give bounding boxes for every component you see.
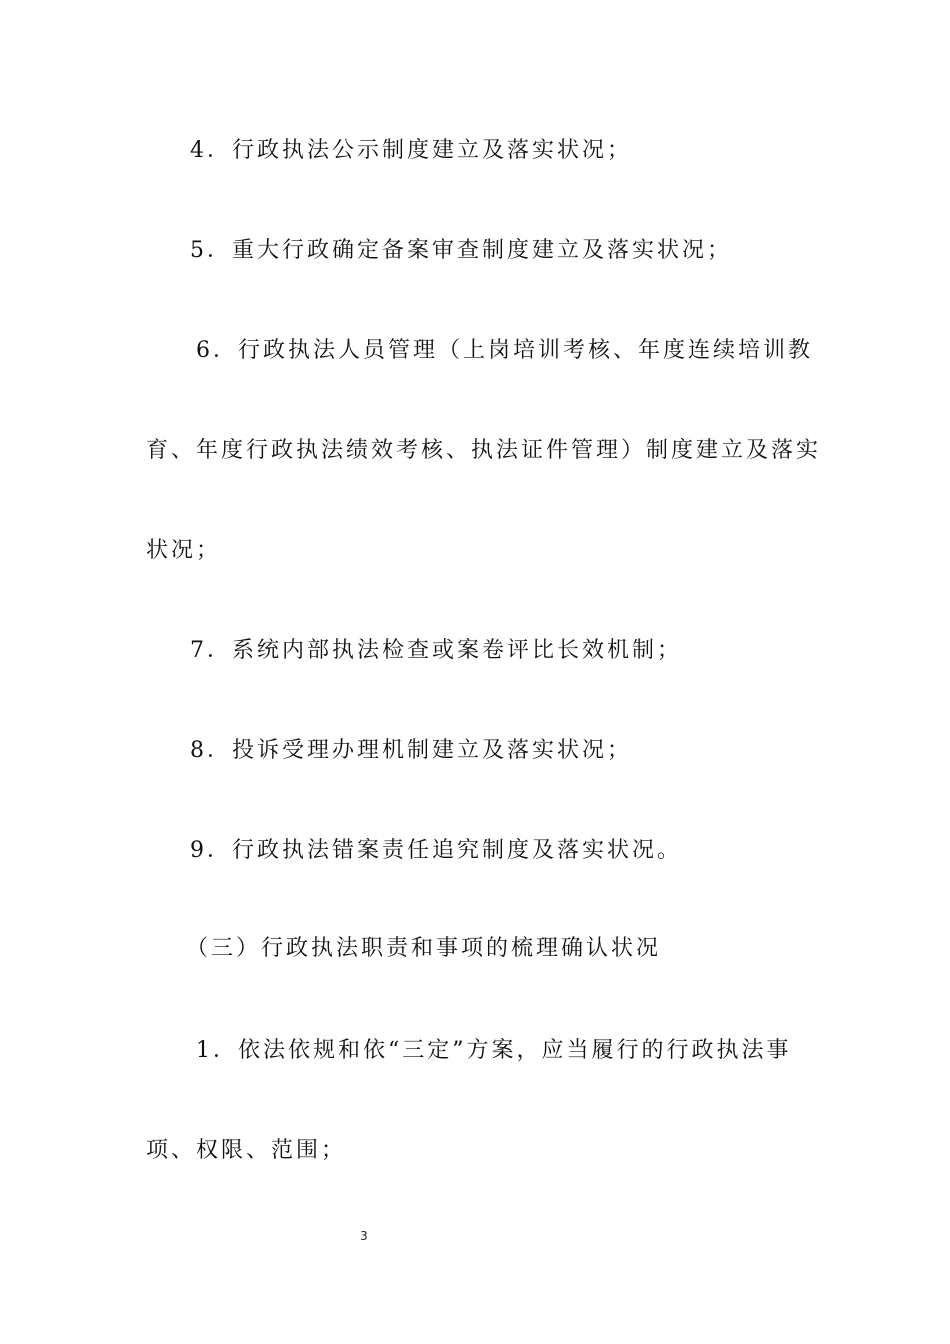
text-line-item-4: 4．行政执法公示制度建立及落实状况； <box>190 138 632 163</box>
text-line-subitem-1: 1．依法依规和依“三定”方案，应当履行的行政执法事 <box>196 1038 792 1063</box>
text-line-subitem-1-cont: 项、权限、范围； <box>146 1138 347 1163</box>
text-line-item-6-cont-2: 状况； <box>146 538 222 563</box>
section-heading-3: （三）行政执法职责和事项的梳理确认状况 <box>186 936 662 961</box>
text-line-item-9: 9．行政执法错案责任追究制度及落实状况。 <box>190 838 682 863</box>
text-line-item-6-cont-1: 育、年度行政执法绩效考核、执法证件管理）制度建立及落实 <box>146 438 822 463</box>
text-line-item-7: 7．系统内部执法检查或案卷评比长效机制； <box>190 638 682 663</box>
page-number: 3 <box>360 1229 368 1243</box>
text-line-item-6: 6．行政执法人员管理（上岗培训考核、年度连续培训教 <box>196 338 813 363</box>
text-line-item-8: 8．投诉受理办理机制建立及落实状况； <box>190 738 632 763</box>
text-line-item-5: 5．重大行政确定备案审查制度建立及落实状况； <box>190 238 732 263</box>
